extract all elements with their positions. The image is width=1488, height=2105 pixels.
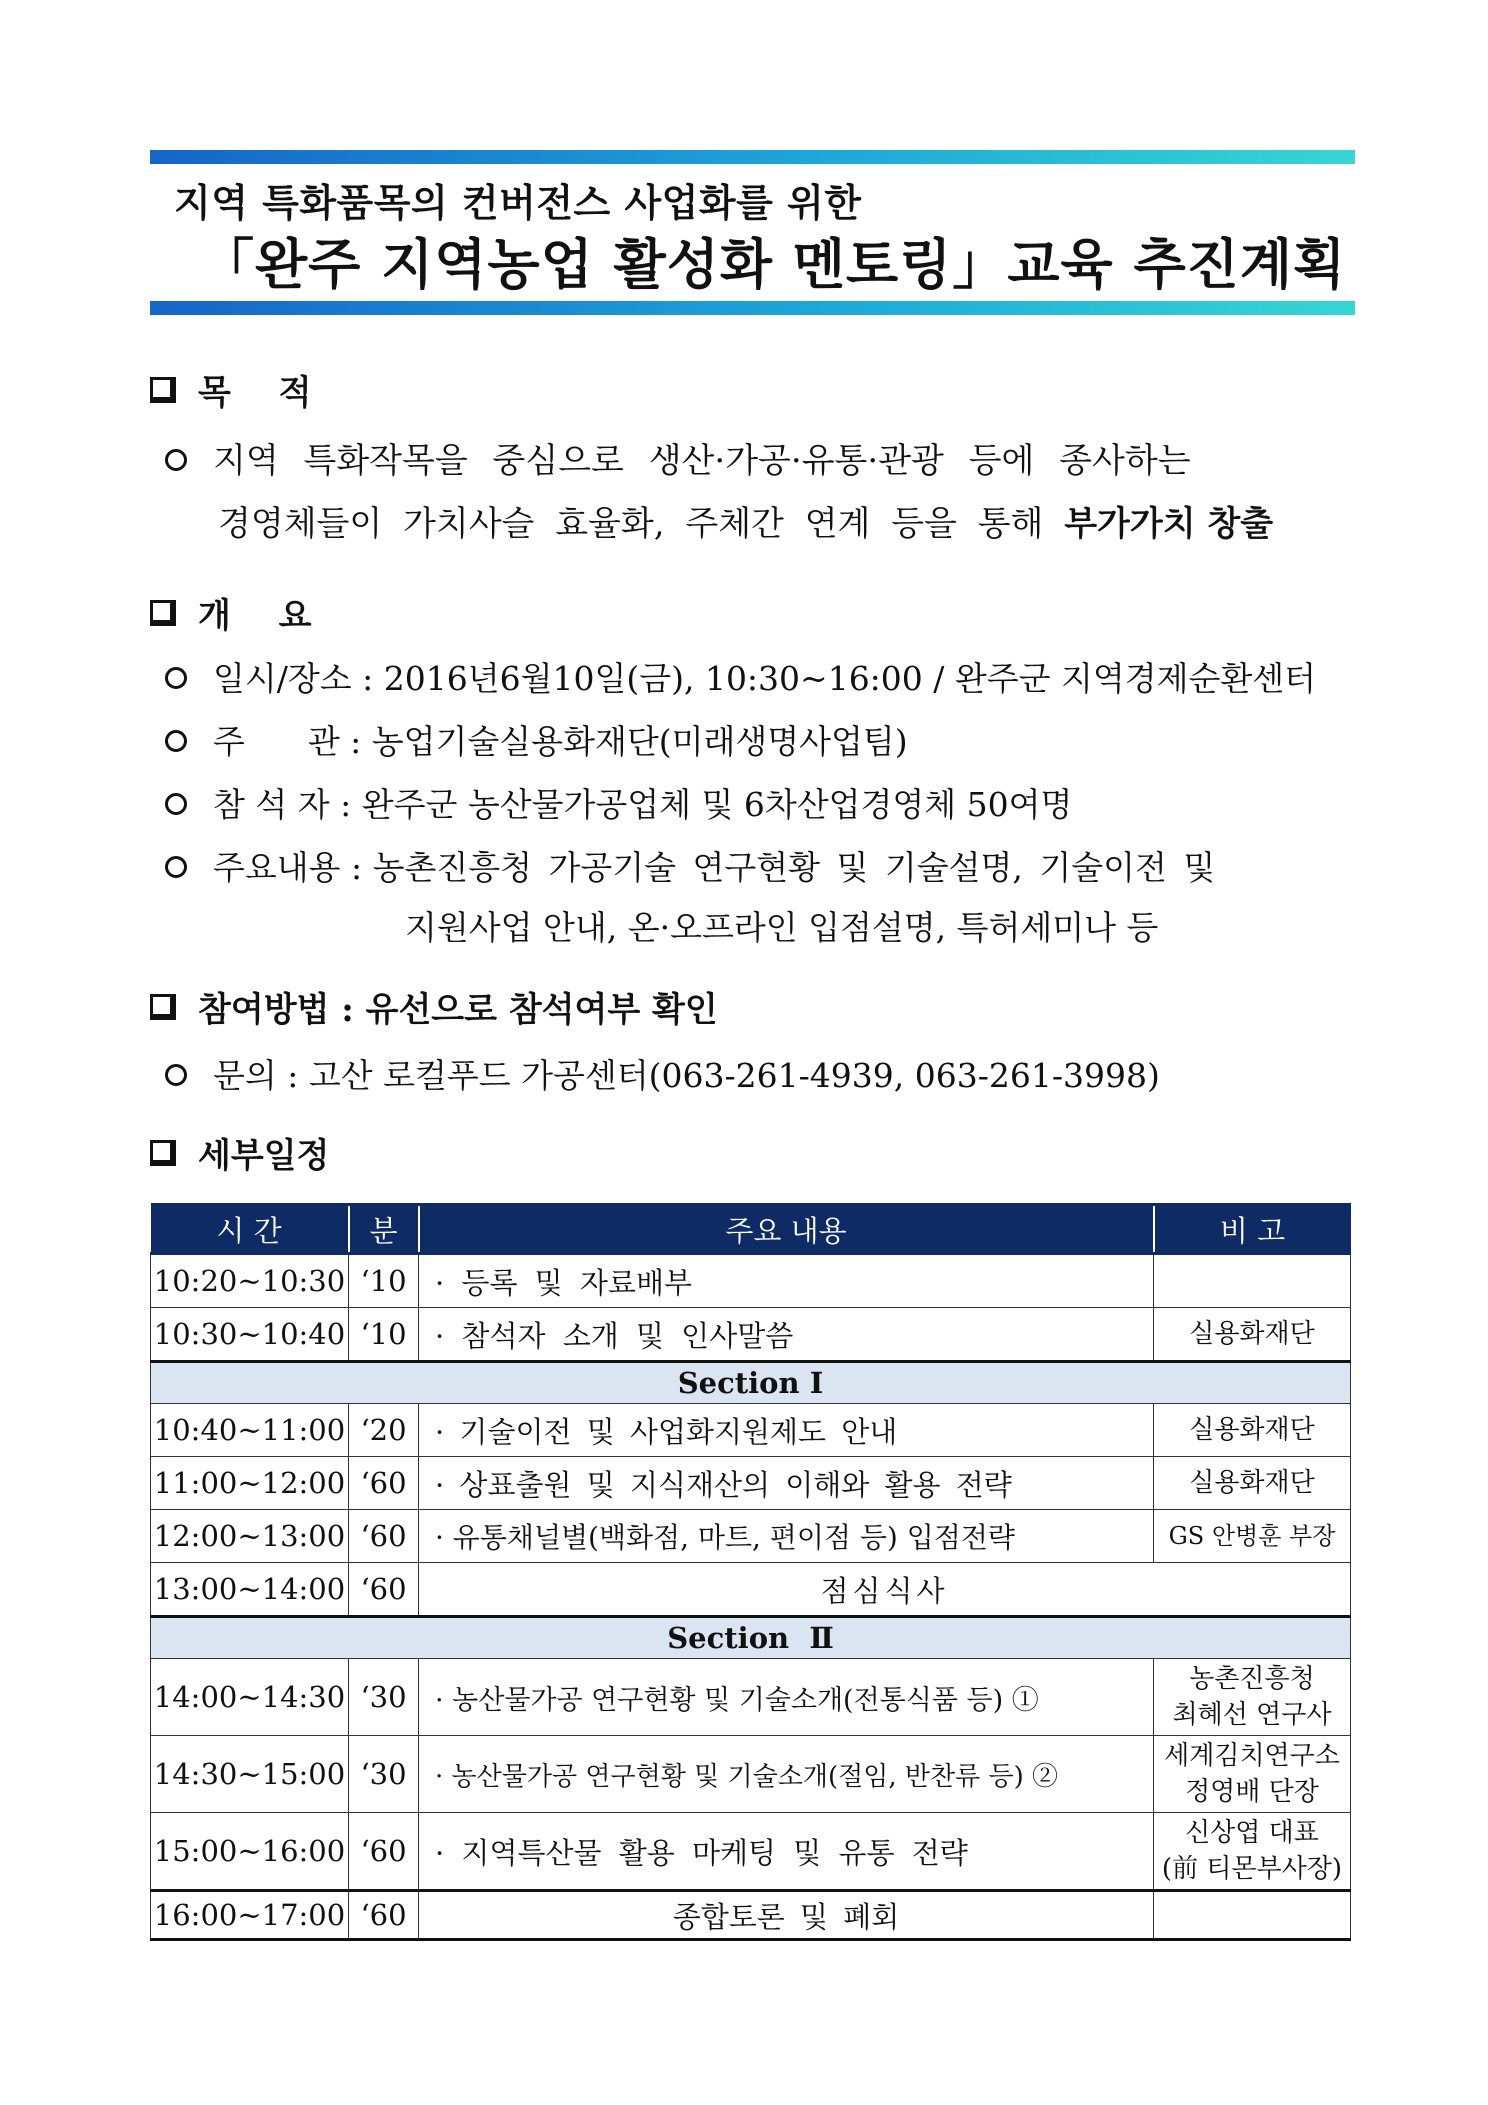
section-row [151,1362,1351,1404]
circle-bullet-icon [165,667,187,689]
table-header-row [151,1205,1351,1254]
schedule-heading: 세부일정 [150,1128,329,1177]
content-cell: · 기술이전 및 사업화지원제도 안내 [419,1404,1154,1457]
checkbox-icon [150,377,176,403]
circle-bullet-icon [165,449,187,471]
time-cell: 15:00~16:00 [151,1813,349,1891]
purpose-heading: 목 적 [150,365,330,414]
content-cell: 점심식사 [419,1563,1351,1617]
note-cell: 실용화재단 [1154,1457,1351,1510]
title-bottom-bar [150,301,1355,315]
note-line: 농촌진흥청 [1189,1664,1315,1694]
table-row [151,1563,1351,1617]
note-cell: 실용화재단 [1154,1308,1351,1362]
minutes-cell: ‘30 [349,1736,419,1813]
time-cell: 11:00~12:00 [151,1457,349,1510]
minutes-cell: ‘60 [349,1563,419,1617]
note-cell: GS 안병훈 부장 [1154,1510,1351,1563]
time-cell: 16:00~17:00 [151,1891,349,1940]
circle-bullet-icon [165,856,187,878]
table-row [151,1457,1351,1510]
contact-line: 문의 : 고산 로컬푸드 가공센터(063-261-4939, 063-261-3998) [165,1050,1160,1097]
section-label: Section Ⅰ [151,1362,1351,1404]
time-cell: 13:00~14:00 [151,1563,349,1617]
note-line: (前 티몬부사장) [1161,1854,1343,1884]
content-cell: 종합토론 및 폐회 [419,1891,1154,1940]
time-cell: 12:00~13:00 [151,1510,349,1563]
content-cell: · 상표출원 및 지식재산의 이해와 활용 전략 [419,1457,1154,1510]
column-header: 주요 내용 [419,1205,1154,1254]
table-row [151,1510,1351,1563]
overview-item: 일시/장소 : 2016년6월10일(금), 10:30~16:00 / 완주군 지역경제순환센터 [165,653,1316,700]
time-cell: 14:00~14:30 [151,1659,349,1736]
column-header: 분 [349,1205,419,1254]
note-line: 세계김치연구소 [1164,1741,1340,1771]
content-cell: · 농산물가공 연구현황 및 기술소개(전통식품 등) ① [419,1659,1154,1736]
minutes-cell: ‘60 [349,1813,419,1891]
table-row [151,1659,1351,1736]
overview-item: 주요내용 : 농촌진흥청 가공기술 연구현황 및 기술설명, 기술이전 및 [165,842,1215,889]
content-cell: · 지역특산물 활용 마케팅 및 유통 전략 [419,1813,1154,1891]
time-cell: 10:30~10:40 [151,1308,349,1362]
note-line: 정영배 단장 [1185,1777,1319,1807]
title-box [150,150,1355,315]
note-cell: 실용화재단 [1154,1404,1351,1457]
note-cell [1154,1659,1351,1736]
content-cell: · 유통채널별(백화점, 마트, 편이점 등) 입점전략 [419,1510,1154,1563]
content-cell: · 참석자 소개 및 인사말씀 [419,1308,1154,1362]
circle-bullet-icon [165,730,187,752]
overview-item: 참 석 자 : 완주군 농산물가공업체 및 6차산업경영체 50여명 [165,779,1072,826]
checkbox-icon [150,994,176,1020]
table-row [151,1254,1351,1308]
title-top-bar [150,150,1355,164]
table-row [151,1813,1351,1891]
circle-bullet-icon [165,1064,187,1086]
section-row [151,1617,1351,1659]
table-row [151,1736,1351,1813]
column-header: 비 고 [1154,1205,1351,1254]
minutes-cell: ‘10 [349,1254,419,1308]
overview-item-continuation: 지원사업 안내, 온·오프라인 입점설명, 특허세미나 등 [405,908,1159,947]
note-cell [1154,1891,1351,1940]
circle-bullet-icon [165,793,187,815]
column-header: 시 간 [151,1205,349,1254]
content-cell: · 등록 및 자료배부 [419,1254,1154,1308]
participation-heading: 참여방법 : 유선으로 참석여부 확인 [150,982,718,1031]
title-subtitle: 지역 특화품목의 컨버전스 사업화를 위한 [174,181,862,225]
page-title: 「완주 지역농업 활성화 멘토링」교육 추진계획 [200,233,1347,296]
table-row [151,1891,1351,1940]
overview-item: 주 관 : 농업기술실용화재단(미래생명사업팀) [165,716,908,763]
checkbox-icon [150,1140,176,1166]
note-cell [1154,1813,1351,1891]
minutes-cell: ‘10 [349,1308,419,1362]
minutes-cell: ‘60 [349,1510,419,1563]
schedule-table [150,1203,1351,1941]
time-cell: 10:20~10:30 [151,1254,349,1308]
time-cell: 14:30~15:00 [151,1736,349,1813]
note-line: 최혜선 연구사 [1172,1700,1332,1730]
note-cell [1154,1736,1351,1813]
minutes-cell: ‘60 [349,1891,419,1940]
overview-heading: 개 요 [150,588,330,637]
time-cell: 10:40~11:00 [151,1404,349,1457]
note-line: 신상엽 대표 [1185,1818,1319,1848]
table-row [151,1308,1351,1362]
note-cell [1154,1254,1351,1308]
table-row [151,1404,1351,1457]
minutes-cell: ‘30 [349,1659,419,1736]
content-cell: · 농산물가공 연구현황 및 기술소개(절임, 반찬류 등) ② [419,1736,1154,1813]
purpose-line-2: 경영체들이 가치사슬 효율화, 주체간 연계 등을 통해 부가가치 창출 [218,504,1274,544]
minutes-cell: ‘60 [349,1457,419,1510]
checkbox-icon [150,600,176,626]
minutes-cell: ‘20 [349,1404,419,1457]
section-label: Section Ⅱ [151,1617,1351,1659]
purpose-line-1: 지역 특화작목을 중심으로 생산·가공·유통·관광 등에 종사하는 [165,433,1191,482]
